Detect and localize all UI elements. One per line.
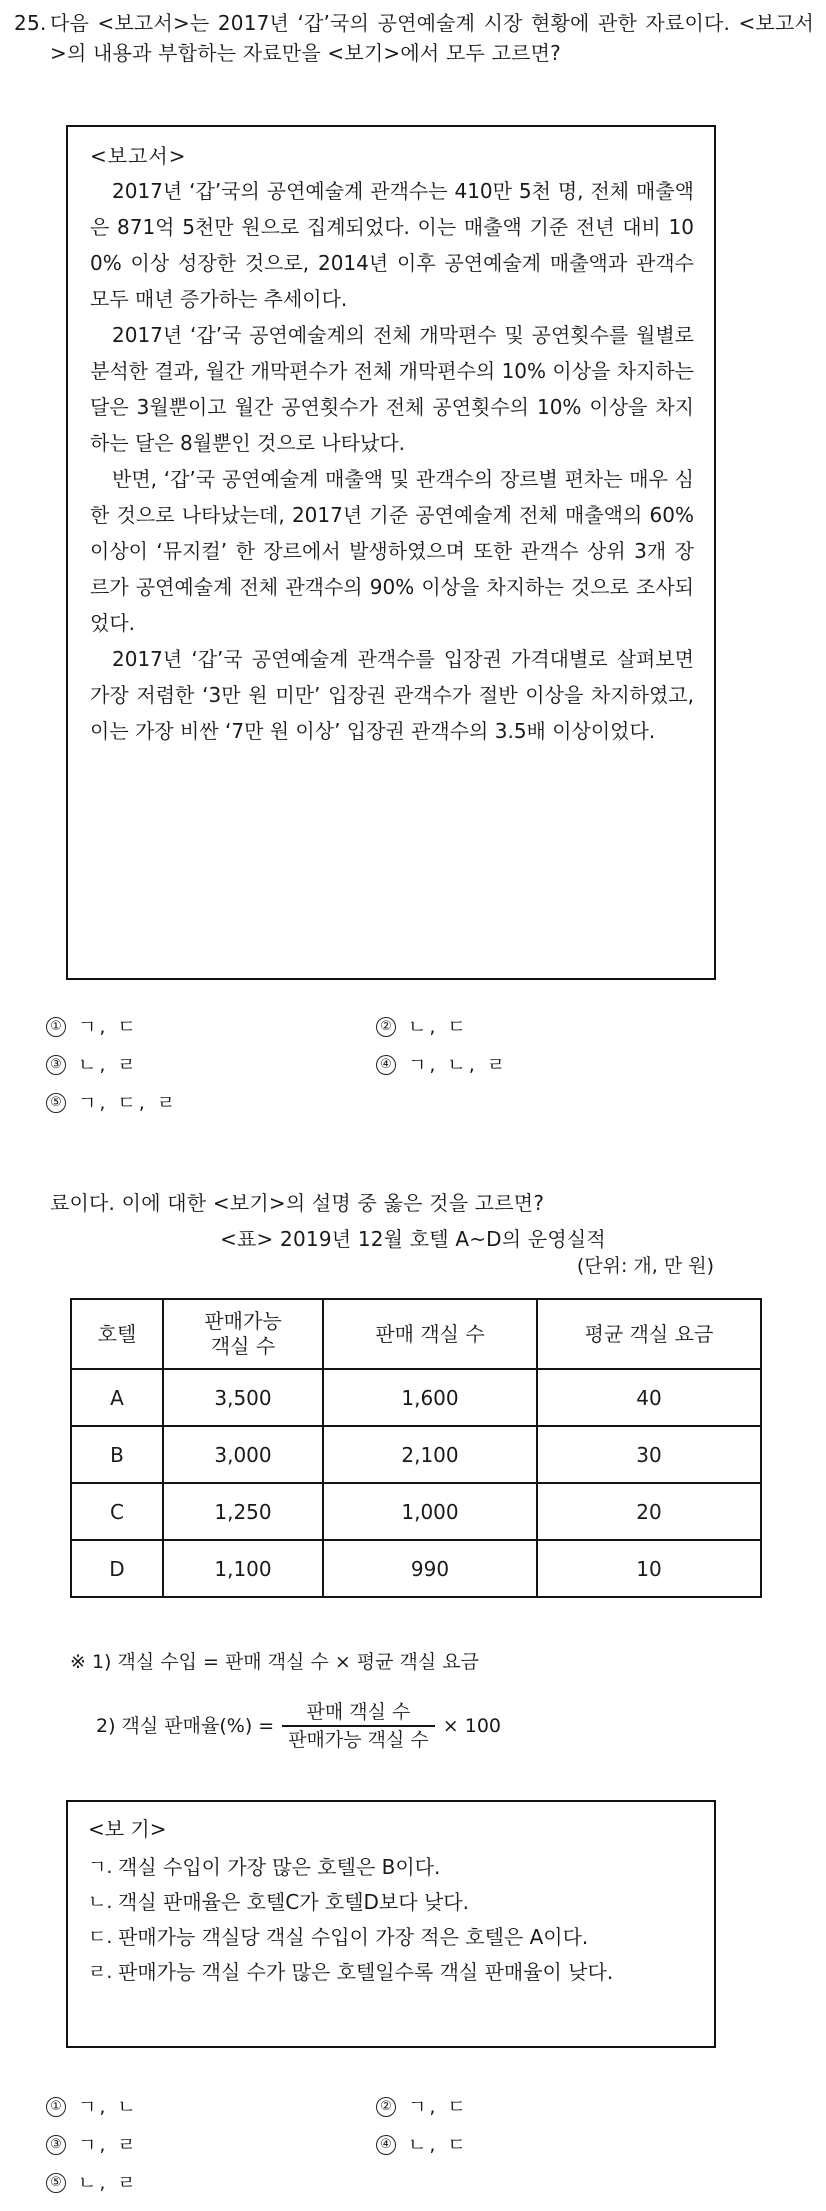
table-row <box>71 1540 761 1597</box>
question-26-stem-continued: 료이다. 이에 대한 <보기>의 설명 중 옳은 것을 고르면? <box>50 1191 545 1215</box>
cell-available-rooms: 1,250 <box>163 1483 323 1540</box>
header-sold-rooms: 판매 객실 수 <box>323 1299 537 1369</box>
bogi-item-d-mark: ㄷ. <box>88 1926 113 1948</box>
report-paragraph-3: 반면, ‘갑’국 공연예술계 매출액 및 관객수의 장르별 편차는 매우 심한 것으로 나타났는데, 2017년 기준 공연예술계 전체 매출액의 60% 이상이 ‘뮤지컬’ 한 장르에서 발생하였으며 또한 관객수 상위 3개 장르가 공연예술계 전체 관객수의 90% 이상을 차지하는 것으로 조사되었다. <box>90 467 694 635</box>
cell-hotel: C <box>71 1483 163 1540</box>
option-4[interactable] <box>376 2132 706 2158</box>
header-hotel: 호텔 <box>71 1299 163 1369</box>
option-2[interactable] <box>376 1014 706 1040</box>
option-3-label: ㄱ, ㄹ <box>78 2134 139 2156</box>
option-3-number: ③ <box>46 2135 66 2155</box>
option-1-label: ㄱ, ㄴ <box>78 2096 139 2118</box>
bogi-item-r-text: 판매가능 객실 수가 많은 호텔일수록 객실 판매율이 낮다. <box>118 1960 614 1984</box>
option-1-label: ㄱ, ㄷ <box>78 1016 139 1038</box>
table-note-2 <box>96 1700 501 1752</box>
bogi-item-n <box>88 1885 696 1919</box>
option-5[interactable] <box>46 1090 376 1116</box>
bogi-box-title: <보 기> <box>88 1817 167 1841</box>
cell-available-rooms: 3,500 <box>163 1369 323 1426</box>
header-available-rooms <box>163 1299 323 1369</box>
table-row <box>71 1369 761 1426</box>
fraction-denominator: 판매가능 객실 수 <box>282 1725 435 1752</box>
option-5-label: ㄴ, ㄹ <box>78 2172 139 2194</box>
option-2-number: ② <box>376 2097 396 2117</box>
cell-hotel: D <box>71 1540 163 1597</box>
report-box <box>66 125 716 980</box>
option-3[interactable] <box>46 2132 376 2158</box>
question-25-stem: 다음 <보고서>는 2017년 ‘갑’국의 공연예술계 시장 현황에 관한 자료이다. <보고서>의 내용과 부합하는 자료만을 <보기>에서 모두 고르면? <box>50 11 814 65</box>
option-1[interactable] <box>46 2094 376 2120</box>
option-2-label: ㄴ, ㄷ <box>408 1016 469 1038</box>
option-3-label: ㄴ, ㄹ <box>78 1054 139 1076</box>
cell-available-rooms: 3,000 <box>163 1426 323 1483</box>
table-header-row <box>71 1299 761 1369</box>
bogi-item-r <box>88 1955 696 1989</box>
option-4-label: ㄱ, ㄴ, ㄹ <box>408 1054 509 1076</box>
table-row <box>71 1426 761 1483</box>
option-5-label: ㄱ, ㄷ, ㄹ <box>78 1092 179 1114</box>
option-5[interactable] <box>46 2170 376 2196</box>
option-1[interactable] <box>46 1014 376 1040</box>
option-3[interactable] <box>46 1052 376 1078</box>
cell-avg-rate: 40 <box>537 1369 761 1426</box>
occupancy-fraction <box>282 1700 435 1752</box>
report-paragraph-1: 2017년 ‘갑’국의 공연예술계 관객수는 410만 5천 명, 전체 매출액은 871억 5천만 원으로 집계되었다. 이는 매출액 기준 전년 대비 100% 이상 성장한 것으로, 2014년 이후 공연예술계 매출액과 관객수 모두 매년 증가하는 추세이다. <box>90 179 694 311</box>
option-2-label: ㄱ, ㄷ <box>408 2096 469 2118</box>
bogi-item-g-mark: ㄱ. <box>88 1856 113 1878</box>
option-4-number: ④ <box>376 1055 396 1075</box>
option-3-number: ③ <box>46 1055 66 1075</box>
cell-hotel: A <box>71 1369 163 1426</box>
report-box-title: <보고서> <box>90 144 187 168</box>
header-available-rooms-line1: 판매가능 <box>204 1309 282 1333</box>
option-4[interactable] <box>376 1052 706 1078</box>
cell-sold-rooms: 1,600 <box>323 1369 537 1426</box>
option-1-number: ① <box>46 2097 66 2117</box>
option-5-number: ⑤ <box>46 1093 66 1113</box>
report-paragraph-2: 2017년 ‘갑’국 공연예술계의 전체 개막편수 및 공연횟수를 월별로 분석한 결과, 월간 개막편수가 전체 개막편수의 10% 이상을 차지하는 달은 3월뿐이고 월간 공연횟수가 전체 공연횟수의 10% 이상을 차지하는 달은 8월뿐인 것으로 나타났다. <box>90 323 694 455</box>
header-avg-rate: 평균 객실 요금 <box>537 1299 761 1369</box>
option-4-number: ④ <box>376 2135 396 2155</box>
cell-avg-rate: 10 <box>537 1540 761 1597</box>
option-5-number: ⑤ <box>46 2173 66 2193</box>
bogi-item-d <box>88 1920 696 1954</box>
hotel-performance-table <box>70 1298 762 1598</box>
option-1-number: ① <box>46 1017 66 1037</box>
question-26-options <box>46 2094 786 2208</box>
cell-hotel: B <box>71 1426 163 1483</box>
option-2[interactable] <box>376 2094 706 2120</box>
table-note-1: ※ 1) 객실 수입 = 판매 객실 수 × 평균 객실 요금 <box>70 1651 480 1673</box>
bogi-item-n-text: 객실 판매율은 호텔C가 호텔D보다 낮다. <box>118 1890 469 1914</box>
fraction-numerator: 판매 객실 수 <box>306 1701 411 1723</box>
bogi-item-g-text: 객실 수입이 가장 많은 호텔은 B이다. <box>118 1855 441 1879</box>
table-row <box>71 1483 761 1540</box>
question-25-number: 25. <box>14 11 47 35</box>
cell-available-rooms: 1,100 <box>163 1540 323 1597</box>
option-2-number: ② <box>376 1017 396 1037</box>
bogi-item-r-mark: ㄹ. <box>88 1961 113 1983</box>
table-caption: <표> 2019년 12월 호텔 A~D의 운영실적 <box>220 1227 606 1251</box>
option-row <box>46 1014 786 1052</box>
option-row <box>46 2094 786 2132</box>
table-unit-label: (단위: 개, 만 원) <box>576 1255 714 1277</box>
table-note-2-label: 2) 객실 판매율(%) = <box>96 1715 275 1737</box>
cell-sold-rooms: 990 <box>323 1540 537 1597</box>
cell-avg-rate: 30 <box>537 1426 761 1483</box>
bogi-box <box>66 1800 716 2048</box>
cell-avg-rate: 20 <box>537 1483 761 1540</box>
cell-sold-rooms: 2,100 <box>323 1426 537 1483</box>
bogi-item-d-text: 판매가능 객실당 객실 수입이 가장 적은 호텔은 A이다. <box>118 1925 589 1949</box>
question-25-options <box>46 1014 786 1128</box>
option-row <box>46 1052 786 1090</box>
bogi-item-g <box>88 1850 696 1884</box>
option-row <box>46 2132 786 2170</box>
header-available-rooms-line2: 객실 수 <box>210 1334 276 1358</box>
table-note-2-tail: × 100 <box>442 1715 501 1737</box>
bogi-item-n-mark: ㄴ. <box>88 1891 113 1913</box>
report-paragraph-4: 2017년 ‘갑’국 공연예술계 관객수를 입장권 가격대별로 살펴보면 가장 저렴한 ‘3만 원 미만’ 입장권 관객수가 절반 이상을 차지하였고, 이는 가장 비싼 ‘7만 원 이상’ 입장권 관객수의 3.5배 이상이었다. <box>90 647 694 743</box>
cell-sold-rooms: 1,000 <box>323 1483 537 1540</box>
option-row <box>46 1090 786 1128</box>
option-4-label: ㄴ, ㄷ <box>408 2134 469 2156</box>
option-row <box>46 2170 786 2208</box>
